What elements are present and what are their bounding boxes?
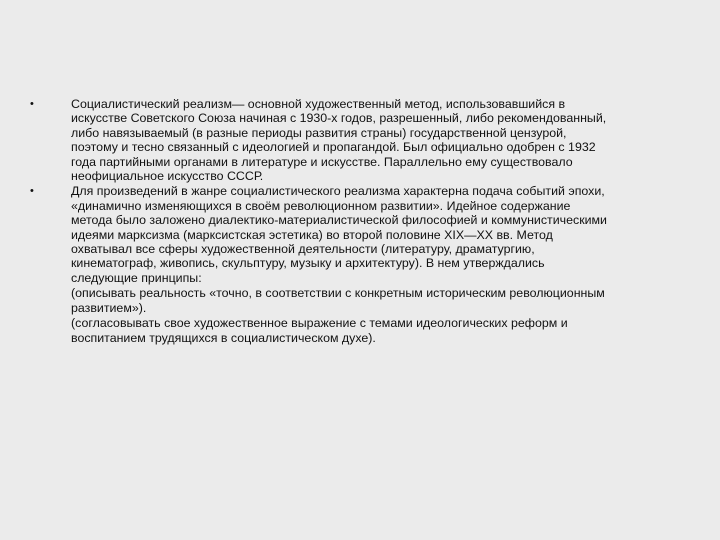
bullet-list (30, 97, 690, 345)
principle-paragraph-2: (согласовывать свое художественное выражение с темами идеологических реформ и воспитанием трудящихся в социалистическом духе). (71, 316, 568, 345)
principle-paragraph-1: (описывать реальность «точно, в соответствии с конкретным историческим революционным развитием»). (71, 286, 605, 315)
bullet-item-2 (30, 184, 690, 285)
bullet-text: Социалистический реализм— основной художественный метод, использовавшийся в искусстве Советского Союза начиная с 1930-х годов, разрешенный, либо рекомендованный, либо навязываемый (в разные периоды развития страны) государственной цензурой, поэтому и тесно связанный с идеологией и пропагандой. Был официально одобрен с 1932 года партийными органами в литературе и искусстве. Параллельно ему существовало неофициальное искусство СССР. (71, 97, 607, 184)
bullet-item-1 (30, 97, 690, 183)
bullet-marker: • (30, 98, 34, 110)
bullet-text: Для произведений в жанре социалистического реализма характерна подача событий эпохи, «динамично изменяющихся в своём революционном развитии». Идейное содержание метода было заложено диалектико-материалистической философией и коммунистическими идеями марксизма (марксистская эстетика) во второй половине XIX—XX вв. Метод охватывал все сферы художественной деятельности (литературу, драматургию, кинематограф, живопись, скульптуру, музыку и архитектуру). В нем утверждались следующие принципы: (71, 184, 607, 285)
bullet-marker: • (30, 185, 34, 198)
